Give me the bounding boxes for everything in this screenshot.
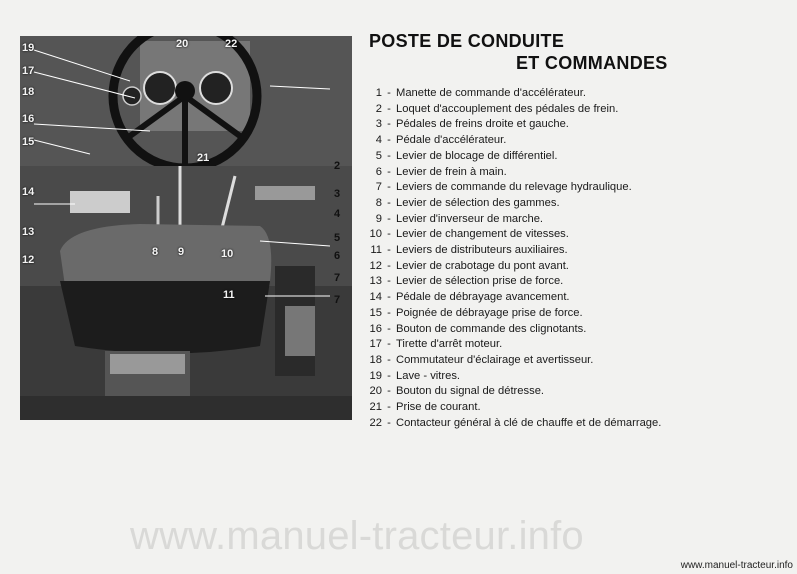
page-title-line2: ET COMMANDES (516, 53, 668, 73)
legend-number: 11 (370, 244, 382, 257)
legend-number: 19 (369, 369, 382, 382)
legend-separator: - (387, 291, 391, 304)
legend-number: 2 (375, 102, 382, 115)
legend-text: Leviers de commande du relevage hydraulique. (396, 181, 632, 194)
legend-text: Pédale d'accélérateur. (396, 134, 507, 147)
legend-text: Prise de courant. (396, 401, 481, 414)
legend-separator: - (387, 369, 391, 382)
legend-text: Levier de crabotage du pont avant. (396, 259, 569, 272)
site-url: www.manuel-tracteur.info (680, 560, 793, 571)
legend-number: 21 (369, 401, 382, 414)
legend-item (356, 86, 696, 102)
legend-number: 13 (369, 275, 382, 288)
legend-separator: - (387, 196, 391, 209)
legend-separator: - (387, 401, 391, 414)
legend-number: 22 (369, 416, 382, 429)
photo-callout: 17 (22, 65, 35, 77)
legend-text: Tirette d'arrêt moteur. (396, 338, 503, 351)
legend-item (356, 133, 696, 149)
legend-text: Loquet d'accouplement des pédales de frein. (396, 102, 619, 115)
legend-text: Levier de changement de vitesses. (396, 228, 569, 241)
legend-separator: - (387, 259, 391, 272)
legend-item (356, 117, 696, 133)
legend-number: 7 (375, 181, 382, 194)
legend-text: Levier de sélection prise de force. (396, 275, 564, 288)
photo-callout: 15 (22, 136, 35, 148)
legend-separator: - (387, 338, 391, 351)
legend-text: Contacteur général à clé de chauffe et de démarrage. (396, 416, 662, 429)
legend-number: 10 (369, 228, 382, 241)
legend-text: Levier d'inverseur de marche. (396, 212, 544, 225)
legend-number: 1 (375, 87, 382, 99)
legend-item (356, 400, 696, 416)
photo-callout: 7 (334, 272, 341, 284)
legend-separator: - (387, 149, 391, 162)
legend-separator: - (387, 353, 391, 366)
legend-number: 20 (369, 385, 382, 398)
photo-callout: 13 (22, 226, 35, 238)
legend-number: 17 (369, 338, 382, 351)
legend-item (356, 290, 696, 306)
legend-separator: - (387, 181, 391, 194)
photo-callout: 16 (22, 113, 35, 125)
legend-item (356, 306, 696, 322)
photo-callout: 2 (334, 160, 341, 172)
photo-callout: 21 (197, 152, 210, 164)
legend-text: Levier de sélection des gammes. (396, 196, 560, 209)
photo-callout: 9 (178, 246, 185, 258)
legend-text: Bouton du signal de détresse. (396, 385, 545, 398)
legend-text: Commutateur d'éclairage et avertisseur. (396, 353, 594, 366)
legend-number: 4 (375, 134, 382, 147)
legend-number: 14 (369, 291, 382, 304)
page-title-line1: POSTE DE CONDUITE (369, 31, 565, 51)
legend-item (356, 180, 696, 196)
photo-callout: 20 (176, 38, 189, 50)
controls-legend (356, 86, 696, 431)
photo-callout: 10 (221, 248, 234, 260)
legend-separator: - (387, 416, 391, 429)
cockpit-photo (20, 36, 352, 420)
legend-text: Levier de blocage de différentiel. (396, 149, 558, 162)
cockpit-illustration (20, 36, 352, 420)
legend-separator: - (387, 306, 391, 319)
photo-callout: 6 (334, 250, 341, 262)
legend-text: Bouton de commande des clignotants. (396, 322, 587, 335)
legend-item (356, 369, 696, 385)
legend-separator: - (387, 165, 391, 178)
legend-separator: - (387, 322, 391, 335)
legend-separator: - (387, 134, 391, 147)
legend-text: Pédale de débrayage avancement. (396, 291, 570, 304)
photo-callout: 3 (334, 188, 341, 200)
photo-callout: 5 (334, 232, 341, 244)
legend-item (356, 102, 696, 118)
photo-callout: 12 (22, 254, 35, 266)
photo-callout: 4 (334, 208, 341, 220)
legend-separator: - (387, 385, 391, 398)
legend-number: 6 (375, 165, 382, 178)
legend-item (356, 353, 696, 369)
watermark: www.manuel-tracteur.info (130, 514, 584, 558)
legend-number: 9 (375, 212, 382, 225)
legend-item (356, 337, 696, 353)
photo-callout: 7 (334, 294, 341, 306)
legend-number: 12 (369, 259, 382, 272)
legend-number: 15 (369, 306, 382, 319)
photo-callout: 14 (22, 186, 35, 198)
legend-number: 5 (375, 149, 382, 162)
legend-item (356, 227, 696, 243)
legend-separator: - (387, 228, 391, 241)
legend-item (356, 196, 696, 212)
legend-text: Manette de commande d'accélérateur. (396, 87, 586, 99)
photo-callout: 19 (22, 42, 35, 54)
photo-callout: 22 (225, 38, 238, 50)
legend-separator: - (387, 275, 391, 288)
legend-item (356, 274, 696, 290)
legend-number: 18 (369, 353, 382, 366)
legend-item (356, 259, 696, 275)
legend-separator: - (387, 212, 391, 225)
legend-text: Pédales de freins droite et gauche. (396, 118, 569, 131)
legend-item (356, 416, 696, 432)
photo-callout: 11 (223, 289, 235, 301)
photo-callout: 18 (22, 86, 35, 98)
legend-item (356, 165, 696, 181)
legend-separator: - (387, 102, 391, 115)
legend-item (356, 322, 696, 338)
legend-separator: - (387, 87, 391, 99)
legend-text: Levier de frein à main. (396, 165, 507, 178)
legend-number: 8 (375, 196, 382, 209)
legend-number: 16 (369, 322, 382, 335)
legend-separator: - (387, 118, 391, 131)
legend-item (356, 212, 696, 228)
legend-text: Leviers de distributeurs auxiliaires. (396, 244, 568, 257)
legend-number: 3 (375, 118, 382, 131)
legend-item (356, 243, 696, 259)
legend-separator: - (387, 244, 391, 257)
photo-callout: 8 (152, 246, 159, 258)
legend-item (356, 384, 696, 400)
legend-item (356, 149, 696, 165)
legend-text: Lave - vitres. (396, 369, 461, 382)
legend-text: Poignée de débrayage prise de force. (396, 306, 583, 319)
